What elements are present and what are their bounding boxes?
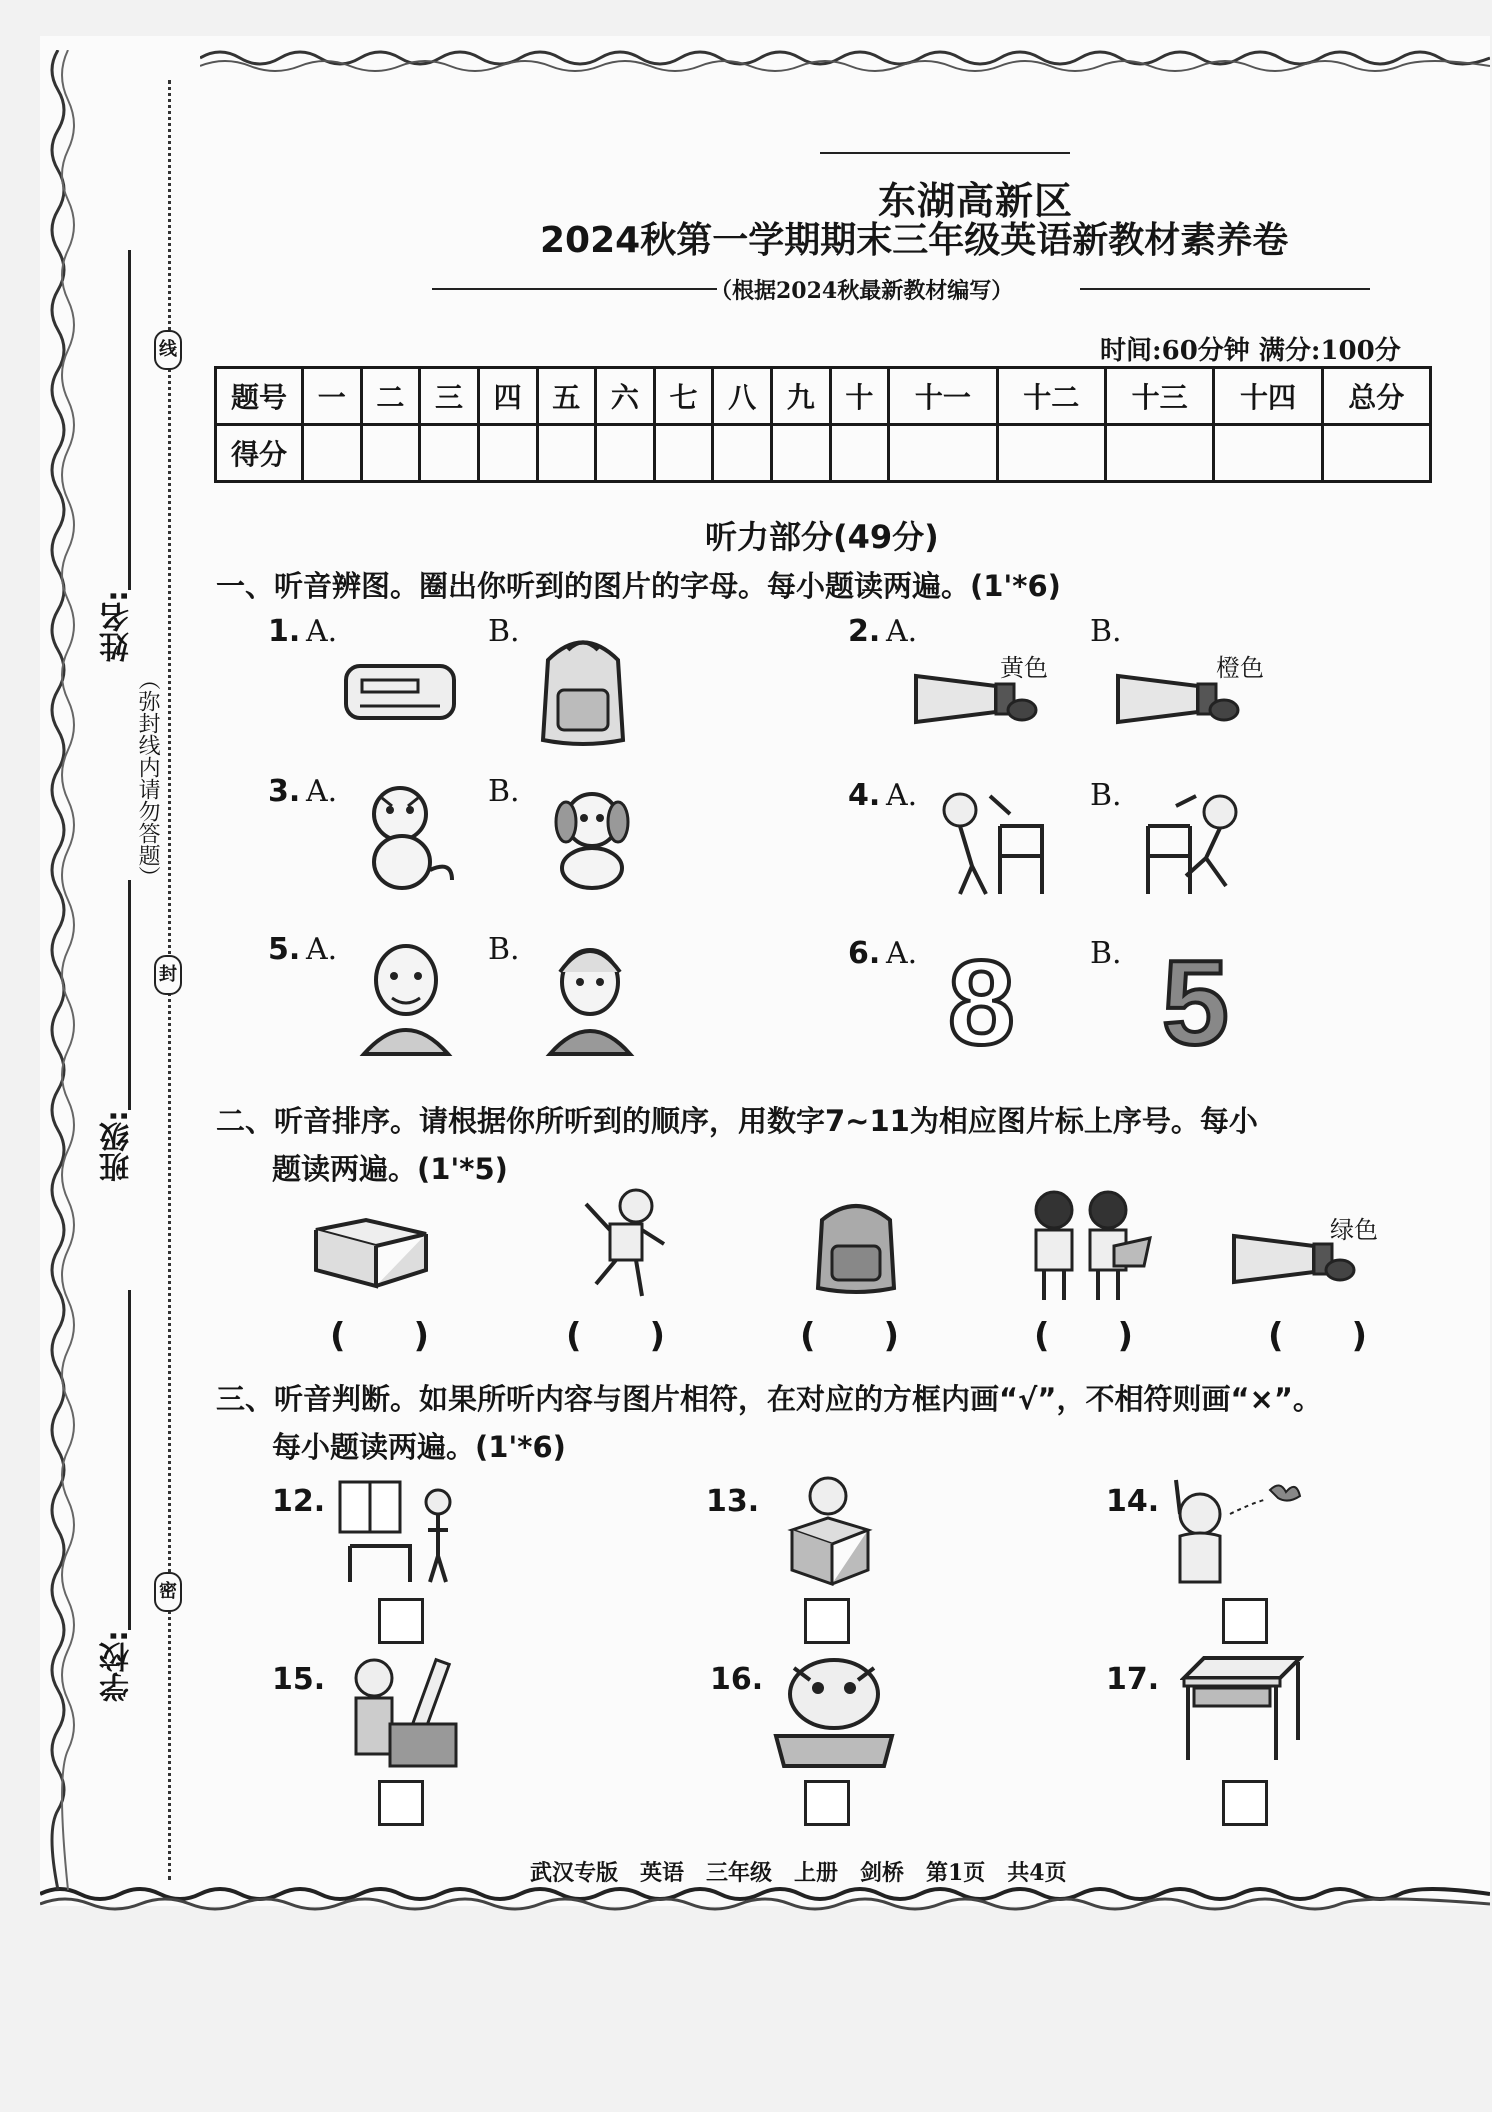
backpack-icon bbox=[806, 1196, 906, 1296]
item-5-option-b[interactable]: B. bbox=[488, 932, 520, 967]
score-cell[interactable] bbox=[303, 425, 362, 482]
class-label: 班级: bbox=[100, 1110, 135, 1182]
green-label: 绿色 bbox=[1330, 1216, 1378, 1244]
score-cell[interactable] bbox=[1322, 425, 1430, 482]
answer-box[interactable] bbox=[378, 1598, 424, 1644]
score-cell[interactable] bbox=[772, 425, 831, 482]
item-3-number: 3. bbox=[268, 774, 301, 809]
answer-paren[interactable]: ( ) bbox=[330, 1316, 430, 1356]
left-border-decoration bbox=[40, 50, 80, 1890]
digit-eight: 8 bbox=[948, 936, 1015, 1070]
q3-instruction-line1: 三、听音判断。如果所听内容与图片相符，在对应的方框内画“√”，不相符则画“×”。 bbox=[216, 1382, 1322, 1416]
tiger-jumping-icon bbox=[566, 1184, 676, 1304]
tiger-at-desk-icon bbox=[770, 1654, 900, 1772]
dog-icon bbox=[536, 784, 646, 894]
school-write-line bbox=[128, 1290, 131, 1630]
subtitle-right-rule bbox=[1080, 288, 1370, 290]
item-4-option-a[interactable]: A. bbox=[886, 778, 918, 813]
digit-five: 5 bbox=[1162, 936, 1229, 1070]
item-3-option-a[interactable]: A. bbox=[306, 774, 338, 809]
answer-box[interactable] bbox=[1222, 1780, 1268, 1826]
answer-paren[interactable]: ( ) bbox=[1268, 1316, 1368, 1356]
box-icon bbox=[306, 1200, 436, 1290]
column-1: 一 bbox=[303, 368, 362, 425]
column-5: 五 bbox=[537, 368, 596, 425]
answer-box[interactable] bbox=[804, 1780, 850, 1826]
item-17-number: 17. bbox=[1106, 1662, 1160, 1697]
orange-label: 橙色 bbox=[1216, 654, 1264, 682]
item-14-number: 14. bbox=[1106, 1484, 1160, 1519]
grandpa-icon bbox=[356, 936, 456, 1056]
item-2-option-a[interactable]: A. bbox=[886, 614, 918, 649]
title-top-rule bbox=[820, 152, 1070, 154]
tiger-open-box-icon bbox=[772, 1474, 882, 1586]
subtitle-left-rule bbox=[432, 288, 717, 290]
exam-region-title: 东湖高新区 bbox=[878, 179, 1074, 223]
answer-box[interactable] bbox=[1222, 1598, 1268, 1644]
column-4: 四 bbox=[478, 368, 537, 425]
tiger-icon bbox=[352, 780, 462, 895]
item-16-number: 16. bbox=[710, 1662, 764, 1697]
classroom-window-desk-icon bbox=[330, 1476, 460, 1586]
score-cell[interactable] bbox=[537, 425, 596, 482]
answer-paren[interactable]: ( ) bbox=[566, 1316, 666, 1356]
item-4-option-b[interactable]: B. bbox=[1090, 778, 1122, 813]
item-13-number: 13. bbox=[706, 1484, 760, 1519]
item-1-number: 1. bbox=[268, 614, 301, 649]
score-cell[interactable] bbox=[361, 425, 420, 482]
column-2: 二 bbox=[361, 368, 420, 425]
score-cell[interactable] bbox=[830, 425, 889, 482]
exam-paper bbox=[40, 36, 1490, 1906]
exam-main-title: 2024秋第一学期期末三年级英语新教材素养卷 bbox=[540, 220, 1289, 261]
item-1-option-b[interactable]: B. bbox=[488, 614, 520, 649]
q2-instruction-line1: 二、听音排序。请根据你所听到的顺序，用数字7~11为相应图片标上序号。每小 bbox=[216, 1104, 1258, 1138]
item-2-number: 2. bbox=[848, 614, 881, 649]
score-cell[interactable] bbox=[997, 425, 1105, 482]
tiger-sit-down-icon bbox=[1136, 786, 1256, 901]
tiger-ruler-desk-icon bbox=[334, 1654, 464, 1770]
time-and-score-info: 时间:60分钟 满分:100分 bbox=[1100, 336, 1401, 366]
item-12-number: 12. bbox=[272, 1484, 326, 1519]
item-5-number: 5. bbox=[268, 932, 301, 967]
q2-instruction-line2: 题读两遍。(1'*5) bbox=[272, 1152, 508, 1186]
score-cell[interactable] bbox=[1214, 425, 1322, 482]
item-6-number: 6. bbox=[848, 936, 881, 971]
desk-icon bbox=[1180, 1654, 1304, 1764]
seal-notice: （弥封线内请勿答题） bbox=[135, 668, 161, 888]
score-table bbox=[214, 366, 1432, 483]
column-8: 八 bbox=[713, 368, 772, 425]
column-3: 三 bbox=[420, 368, 479, 425]
seal-mark-line: 线 bbox=[154, 330, 182, 370]
score-cell[interactable] bbox=[478, 425, 537, 482]
seal-mark-close: 密 bbox=[154, 1572, 182, 1612]
score-cell[interactable] bbox=[713, 425, 772, 482]
column-11: 十一 bbox=[889, 368, 997, 425]
column-total: 总分 bbox=[1322, 368, 1430, 425]
item-3-option-b[interactable]: B. bbox=[488, 774, 520, 809]
score-cell[interactable] bbox=[596, 425, 655, 482]
tiger-stand-up-icon bbox=[930, 786, 1050, 901]
item-15-number: 15. bbox=[272, 1662, 326, 1697]
column-13: 十三 bbox=[1105, 368, 1213, 425]
column-9: 九 bbox=[772, 368, 831, 425]
name-label: 姓名: bbox=[100, 590, 135, 662]
listening-section-title: 听力部分(49分) bbox=[705, 518, 939, 556]
score-table-header-row bbox=[216, 368, 1431, 425]
answer-box[interactable] bbox=[804, 1598, 850, 1644]
class-write-line bbox=[128, 880, 131, 1110]
q1-instruction: 一、听音辨图。圈出你听到的图片的字母。每小题读两遍。(1'*6) bbox=[216, 569, 1061, 603]
grandma-icon bbox=[540, 936, 640, 1056]
top-border-decoration bbox=[200, 38, 1490, 78]
q3-instruction-line2: 每小题读两遍。(1'*6) bbox=[272, 1430, 566, 1464]
answer-paren[interactable]: ( ) bbox=[1034, 1316, 1134, 1356]
score-cell[interactable] bbox=[420, 425, 479, 482]
children-book-icon bbox=[1014, 1186, 1154, 1304]
column-12: 十二 bbox=[997, 368, 1105, 425]
answer-box[interactable] bbox=[378, 1780, 424, 1826]
pencil-case-icon bbox=[340, 650, 460, 730]
tiger-butterfly-icon bbox=[1160, 1474, 1320, 1586]
score-table-score-row bbox=[216, 425, 1431, 482]
school-label: 学校: bbox=[100, 1630, 135, 1702]
item-6-option-a[interactable]: A. bbox=[886, 936, 918, 971]
score-cell[interactable] bbox=[889, 425, 997, 482]
column-10: 十 bbox=[830, 368, 889, 425]
score-cell[interactable] bbox=[1105, 425, 1213, 482]
name-write-line bbox=[128, 250, 131, 590]
column-6: 六 bbox=[596, 368, 655, 425]
page-footer: 武汉专版 英语 三年级 上册 剑桥 第1页 共4页 bbox=[530, 1860, 1067, 1886]
backpack-icon bbox=[528, 630, 638, 750]
question-number-label: 题号 bbox=[216, 368, 303, 425]
score-cell[interactable] bbox=[654, 425, 713, 482]
exam-subtitle: （根据2024秋最新教材编写） bbox=[710, 278, 1014, 304]
item-2-option-b[interactable]: B. bbox=[1090, 614, 1122, 649]
item-6-option-b[interactable]: B. bbox=[1090, 936, 1122, 971]
column-14: 十四 bbox=[1214, 368, 1322, 425]
answer-paren[interactable]: ( ) bbox=[800, 1316, 900, 1356]
score-label: 得分 bbox=[216, 425, 303, 482]
item-4-number: 4. bbox=[848, 778, 881, 813]
item-1-option-a[interactable]: A. bbox=[306, 614, 338, 649]
item-5-option-a[interactable]: A. bbox=[306, 932, 338, 967]
seal-mark-seal: 封 bbox=[154, 955, 182, 995]
yellow-label: 黄色 bbox=[1000, 654, 1048, 682]
column-7: 七 bbox=[654, 368, 713, 425]
